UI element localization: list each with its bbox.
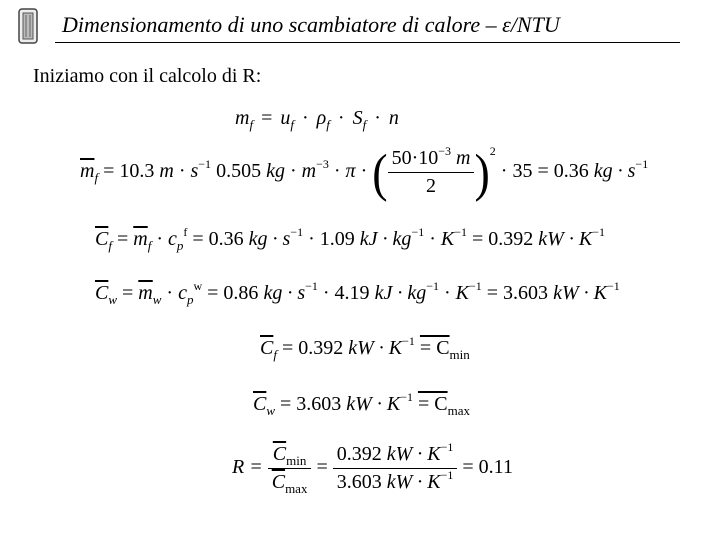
equation-mass-flow-definition: $m_f = u_f \cdot \rho_f \cdot S_f \cdot n$ — [235, 107, 399, 132]
intro-text: Iniziamo con il calcolo di R: — [33, 65, 262, 87]
equation-cmax: $\overline{C}_w = 3.603$ kW · $K^{-1} = C_{max}$ — [253, 390, 470, 418]
equation-cmin: $\overline{C}_f = 0.392$ kW · $K^{-1} = C_{min}$ — [260, 334, 470, 362]
equation-mass-flow-value: $\overline{m}_f = 10.3$ $m \cdot s^{-1}$ 0.505 kg · $m^{-3} \cdot \pi$ · ( $\frac{50\cdot 10^{-3} m}{2}$ )$^2$ · 35 = 0.36 kg · $s^{-1}$ — [80, 143, 649, 202]
title-divider — [55, 42, 680, 43]
equation-cf: $\overline{C}_f = \overline{m}_f \cdot c_p^f = 0.36$ kg · $s^{-1} \cdot 1.09$ kJ · $kg^{-1} \cdot K^{-1} = 0.392$ kW · $K^{-1}$ — [95, 225, 605, 253]
equation-cw: $\overline{C}_w = \overline{m}_w \cdot c_p^w = 0.86$ kg · $s^{-1} \cdot 4.19$ kJ · $kg^{-1} \cdot K^{-1} = 3.603$ kW · $K^{-1}$ — [95, 279, 620, 307]
equation-ratio-r: R = $\frac{\overline{C}_{min}}{\overline{C}_{max}}$ = $\frac{0.392 kW \cdot K^{-1}}{3.603 kW \cdot K^{-1}}$ = 0.11 — [232, 440, 513, 496]
page-title: Dimensionamento di uno scambiatore di calore – ε/NTU — [62, 12, 560, 37]
university-logo-icon — [17, 7, 39, 45]
